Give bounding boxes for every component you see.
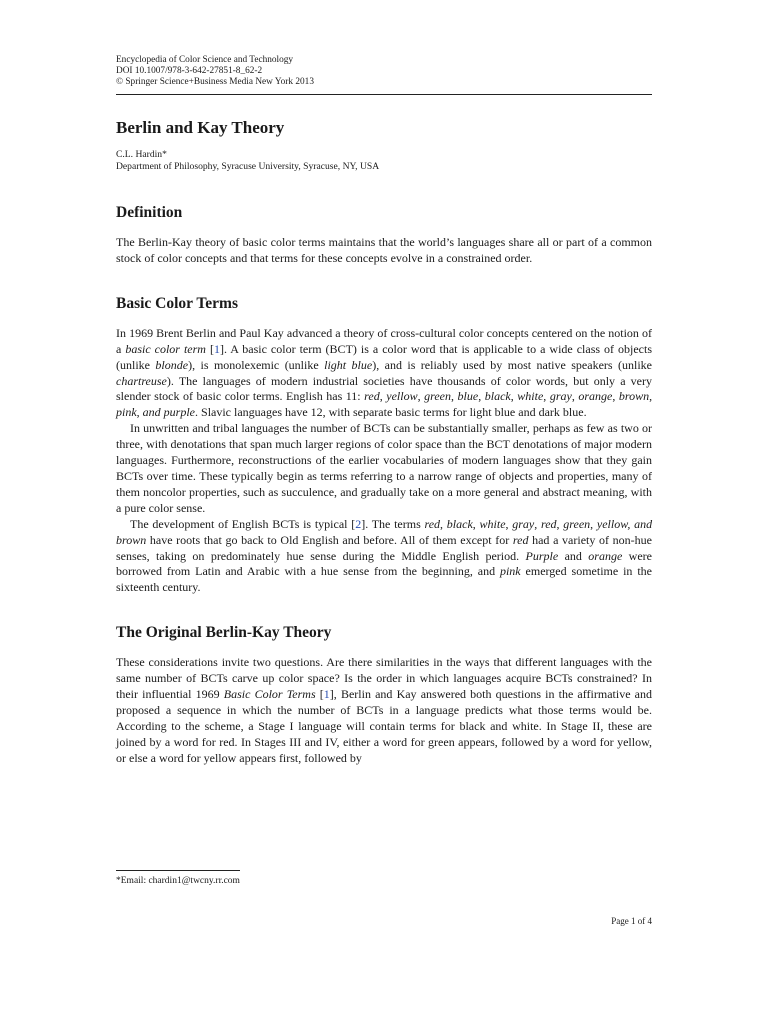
doi: DOI 10.1007/978-3-642-27851-8_62-2	[116, 66, 263, 76]
page-body	[116, 55, 652, 767]
page-number: Page 1 of 4	[611, 916, 652, 926]
ref-link-1b[interactable]: 1	[323, 687, 330, 702]
basic-paragraph-3: The development of English BCTs is typical [2]. The terms red, black, white, gray, red, green, yellow, and brown have roots that go back to Old English and before. All of them except for red had a variety of non-hue senses, taking on predominately hue sense during the Middle English period. Purple and orange were borrowed from Latin and Arabic with a hue sense from the beginning, and pink emerged sometime in the sixteenth century.	[116, 516, 653, 595]
heading-definition: Definition	[116, 204, 183, 221]
header-meta	[116, 55, 652, 88]
definition-text: The Berlin-Kay theory of basic color terms maintains that the world’s languages share all or part of a common stock of color concepts and that terms for these concepts evolve in a constrained order.	[116, 235, 652, 265]
footnote: *Email: chardin1@twcny.rr.com	[116, 876, 240, 886]
author: C.L. Hardin*	[116, 149, 167, 160]
author-block	[116, 149, 652, 173]
basic-paragraph-1: In 1969 Brent Berlin and Paul Kay advanced a theory of cross-cultural color concepts centered on the notion of a basic color term [1]. A basic color term (BCT) is a color word that is applicable to a wide class of objects (unlike blonde), is monolexemic (unlike light blue), and is reliably used by most native speakers (unlike chartreuse). The languages of modern industrial societies have thousands of color words, but only a very slender stock of basic color terms. English has 11: red, yellow, green, blue, black, white, gray, orange, brown, pink, and purple. Slavic languages have 12, with separate basic terms for light blue and dark blue.	[116, 325, 653, 420]
ref-link-1[interactable]: 1	[213, 341, 220, 356]
heading-basic-color-terms: Basic Color Terms	[116, 294, 238, 312]
header-rule	[116, 94, 652, 95]
ref-link-2[interactable]: 2	[355, 516, 362, 531]
affiliation: Department of Philosophy, Syracuse University, Syracuse, NY, USA	[116, 161, 380, 172]
article-title: Berlin and Kay Theory	[116, 118, 285, 137]
copyright: © Springer Science+Business Media New York 2013	[116, 77, 314, 87]
heading-original-theory: The Original Berlin-Kay Theory	[116, 624, 332, 642]
footnote-rule	[116, 870, 240, 871]
original-paragraph-1: These considerations invite two questions. Are there similarities in the ways that different languages with the same number of BCTs carve up color space? Is the order in which languages acquire BCTs constrained? In their influential 1969 Basic Color Terms [1], Berlin and Kay answered both questions in the affirmative and proposed a sequence in which the number of BCTs in a language predicts what those terms would be. According to the scheme, a Stage I language will contain terms for black and white. In Stage II, these are joined by a word for red. In Stages III and IV, either a word for green appears, followed by a word for yellow, or else a word for yellow appears first, followed by	[116, 655, 652, 765]
basic-paragraph-2: In unwritten and tribal languages the number of BCTs can be substantially smaller, perhaps as few as two or three, with denotations that span much larger regions of color space than the BCT denotations of major modern languages. Furthermore, reconstructions of the earlier vocabularies of modern languages show that they gain BCTs over time. These typically begin as terms referring to a narrow range of objects and properties, many of them noncolor properties, such as succulence, and gradually take on a more general and abstract meaning, with a pure color sense.	[116, 421, 652, 515]
journal-title: Encyclopedia of Color Science and Technology	[116, 55, 294, 65]
